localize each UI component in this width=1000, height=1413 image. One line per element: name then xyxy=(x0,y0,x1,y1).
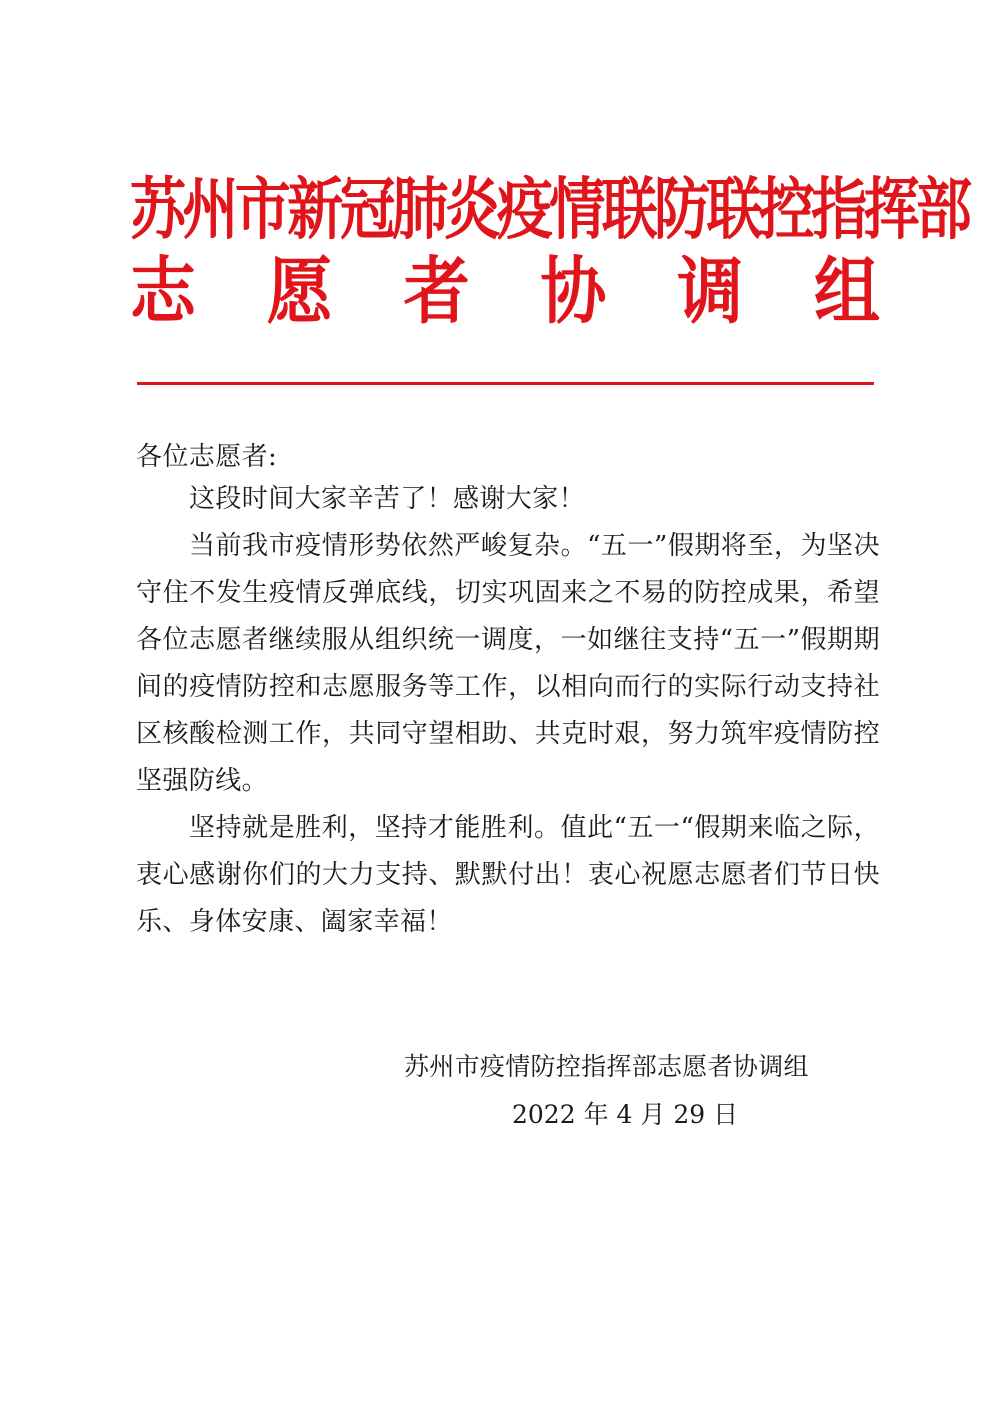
subtitle-char: 志 xyxy=(130,248,196,335)
document-header-title: 苏州市新冠肺炎疫情联防联控指挥部 xyxy=(130,170,969,250)
subtitle-char: 者 xyxy=(403,248,470,335)
paragraph-situation: 当前我市疫情形势依然严峻复杂。“五一”假期将至，为坚决守住不发生疫情反弹底线，切实巩固来之不易的防控成果，希望各位志愿者继续服从组织统一调度，一如继往支持“五一”假期期间的疫情防控和志愿服务等工作，以相向而行的实际行动支持社区核酸检测工作，共同守望相助、共克时艰，努力筑牢疫情防控坚强防线。 xyxy=(136,531,880,796)
signature-date: 2022 年 4 月 29 日 xyxy=(512,1100,739,1129)
subtitle-char: 组 xyxy=(813,248,880,335)
signature-organization: 苏州市疫情防控指挥部志愿者协调组 xyxy=(404,1052,809,1081)
header-divider-line xyxy=(137,382,874,385)
subtitle-char: 愿 xyxy=(266,248,333,335)
subtitle-char: 调 xyxy=(677,248,744,335)
paragraph-holiday-wishes: 坚持就是胜利，坚持才能胜利。值此“五一“假期来临之际，衷心感谢你们的大力支持、默默付出！衷心祝愿志愿者们节日快乐、身体安康、阖家幸福！ xyxy=(136,813,880,937)
document-header-subtitle xyxy=(130,248,880,335)
subtitle-char: 协 xyxy=(540,248,607,335)
salutation: 各位志愿者: xyxy=(136,442,278,472)
paragraph-thanks: 这段时间大家辛苦了！感谢大家！ xyxy=(189,484,586,514)
